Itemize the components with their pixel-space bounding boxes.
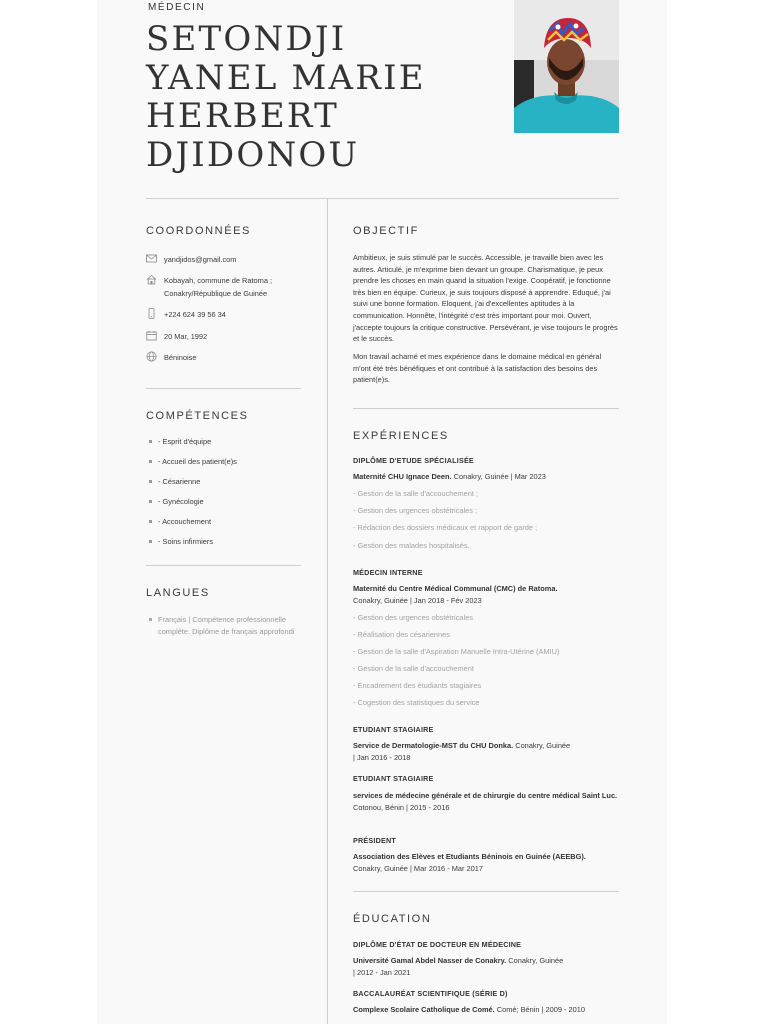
contact-birthdate [146,330,207,343]
job-task: - Gestion des urgences obstétricales [353,613,473,622]
name-line: YANEL MARIE [146,57,426,98]
contact-address [146,274,306,300]
language-item: Français | Compétence professionnelle complète. Diplôme de français approfondi [149,614,299,637]
job-role: MÉDECIN [148,2,206,13]
section-title-languages: LANGUES [146,587,210,599]
education-org-line: Université Gamal Abdel Nasser de Conakry. Conakry, Guinée | 2012 - Jan 2021 [353,956,564,977]
profile-photo [514,0,619,133]
job-title: DIPLÔME D'ETUDE SPÉCIALISÉE [353,456,474,465]
skill-item: - Césarienne [149,477,200,486]
contact-phone-text: +224 624 39 56 34 [164,310,226,319]
name-line: SETONDJI [146,19,347,59]
job-org-line: Maternité du Centre Médical Communal (CMC) de Ratoma. Conakry, Guinée | Jan 2018 - Fév 2023 [353,584,558,605]
skill-item: - Esprit d'équipe [149,437,211,446]
job-task: - Gestion de la salle d'Aspiration Manuelle Intra-Utérine (AMIU) [353,647,560,656]
contact-birthdate-text: 20 Mar, 1992 [164,332,208,341]
home-icon [146,274,157,285]
mail-icon [146,253,157,264]
job-title: ETUDIANT STAGIAIRE [353,774,434,783]
section-title-skills: COMPÉTENCES [146,410,249,422]
calendar-icon [146,330,157,341]
section-title-contact: COORDONNÉES [146,225,251,237]
left-divider [146,388,301,389]
job-org-line: Association des Elèves et Etudiants Béninois en Guinée (AEEBG). Conakry, Guinée | Mar 2016 - Mar 2017 [353,852,586,873]
contact-email-text: yandjidos@gmail.com [164,255,237,264]
contact-nationality-text: Béninoise [164,353,197,362]
column-divider [327,199,328,1024]
job-task: - Réalisation des césariennes [353,630,450,639]
phone-icon [146,308,157,319]
section-title-experience: EXPÉRIENCES [353,430,449,442]
job-task: - Gestion de la salle d'accouchement [353,664,474,673]
skill-item: - Gynécologie [149,497,204,506]
job-task: - Gestion de la salle d'accouchement ; [353,489,479,498]
name-line: DJIDONOU [146,134,360,175]
job-org-line: services de médecine générale et de chirurgie du centre médical Saint Luc. Cotonou, Bénin | 2015 - 2016 [353,791,618,812]
skill-item: - Soins infirmiers [149,537,213,546]
job-org-line: Service de Dermatologie-MST du CHU Donka. Conakry, Guinée | Jan 2016 - 2018 [353,741,571,762]
education-org-line: Complexe Scolaire Catholique de Comé. Comé; Bénin | 2009 - 2010 [353,1005,585,1014]
job-task: - Gestion des urgences obstétricales ; [353,506,478,515]
section-title-education: ÉDUCATION [353,913,432,925]
contact-email[interactable] [146,253,236,266]
job-task: - Gestion des malades hospitalisés. [353,541,470,550]
job-task: - Rédaction des dossiers médicaux et rapport de garde ; [353,523,538,532]
job-task: - Cogestion des statistiques du service [353,698,480,707]
job-title: PRÉSIDENT [353,836,396,845]
education-title: DIPLÔME D'ÉTAT DE DOCTEUR EN MÉDECINE [353,940,522,949]
job-org-line: Maternité CHU Ignace Deen. Conakry, Guinée | Mar 2023 [353,472,546,481]
globe-icon [146,351,157,362]
objective-paragraph: Mon travail acharné et mes expérience dans le domaine médical en général m'ont été très bénéfiques et ont contribué à la satisfaction des besoins des patient(e)s. [353,352,602,385]
skill-item: - Accueil des patient(e)s [149,457,237,466]
job-title: MÉDECIN INTERNE [353,568,423,577]
skill-item: - Accouchement [149,517,211,526]
section-title-objective: OBJECTIF [353,225,419,237]
name-line: HERBERT [146,96,339,136]
contact-phone[interactable] [146,308,226,321]
header-divider [146,198,619,199]
job-task: - Encadrement des étudiants stagiaires [353,681,482,690]
contact-address-text: Kobayah, commune de Ratoma ; Conakry/République de Guinée [164,276,273,298]
candidate-name [146,20,426,174]
left-divider [146,565,301,566]
objective-paragraph: Ambitieux, je suis stimulé par le succès. Accessible, je travaille bien avec les autres. Articulé, je m'exprime bien devant un groupe. Charismatique, je peux prendre les choses en main quand la situation l'exige. Coopératif, je fonctionne très bien en équipe. Curieux, je suis toujours disposé à apprendre. Eduqué, j'ai suivi une bonne formation. Eloquent, j'ai d'excellentes aptitudes à la communication. Honnête, l'intégrité c'est très important pour moi. Ouvert, j'accepte toujours la critique constructive. Persévérant, je vise toujours le progrès et le succès. [353,253,618,344]
education-title: BACCALAURÉAT SCIENTIFIQUE (SÉRIE D) [353,989,508,998]
right-divider [353,891,619,892]
job-title: ETUDIANT STAGIAIRE [353,725,434,734]
right-divider [353,408,619,409]
contact-nationality [146,351,196,364]
